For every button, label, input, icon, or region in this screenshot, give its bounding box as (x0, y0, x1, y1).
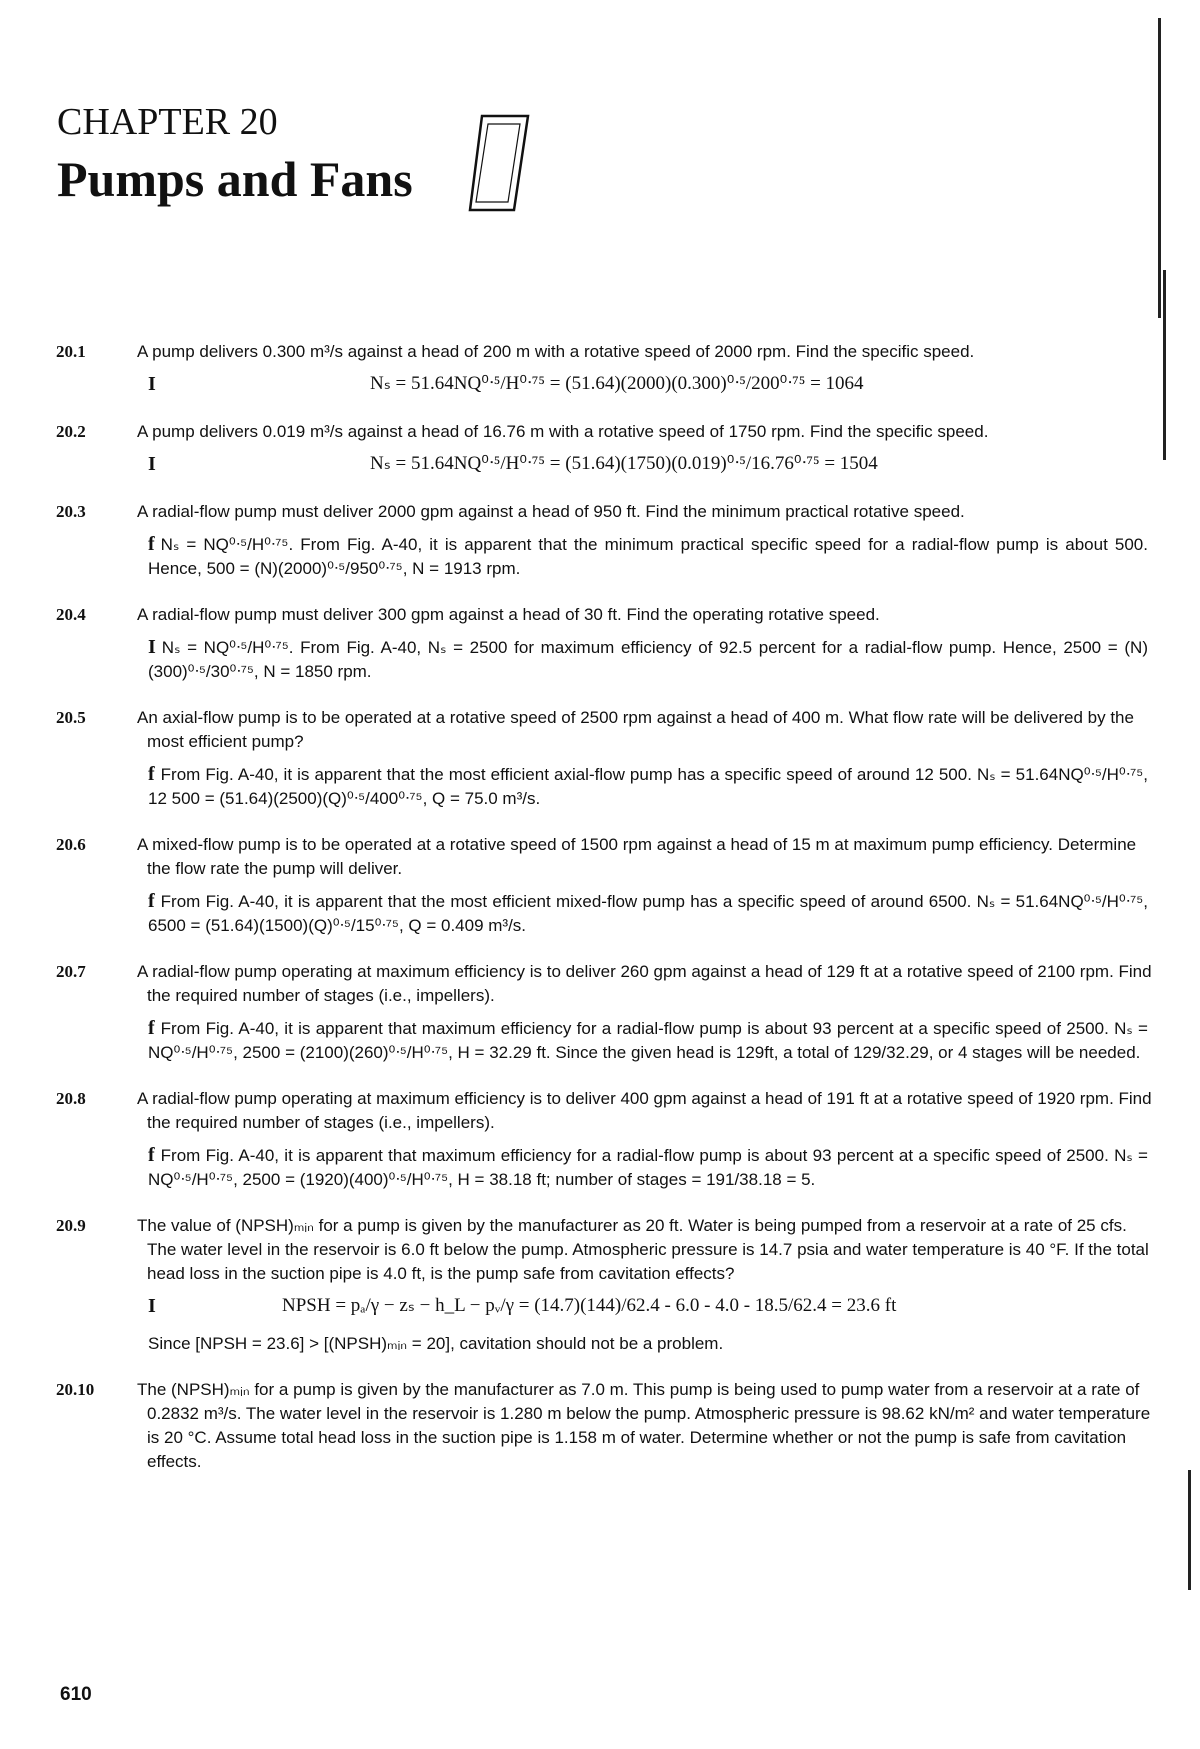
problem-20-9 (56, 1214, 1156, 1356)
problem-question: The value of (NPSH)ₘᵢₙ for a pump is given by the manufacturer as 20 ft. Water is being pumped from a reservoir at a rate of 25 cfs. The water level in the reservoir is 6.0 ft below the pump. Atmospheric pressure is 14.7 psia and water temperature is 40 °F. If the total head loss in the suction pipe is 4.0 ft, is the pump safe from cavitation effects? (137, 1216, 1149, 1283)
solution-mark: f (148, 533, 155, 555)
solution-mark: f (148, 890, 155, 912)
solution-text (148, 1143, 1148, 1192)
scan-edge-line (1163, 270, 1166, 460)
solution-text (148, 889, 1148, 938)
problem-20-7 (56, 960, 1156, 1065)
problem-question: A radial-flow pump operating at maximum efficiency is to deliver 260 gpm against a head of 129 ft at a rotative speed of 2100 rpm. Find the required number of stages (i.e., impellers). (137, 962, 1152, 1005)
solution-mark: I (148, 636, 156, 658)
solution-text (148, 532, 1148, 581)
page-number: 610 (60, 1684, 92, 1705)
problem-number: 20.3 (56, 502, 86, 521)
problem-question: A pump delivers 0.300 m³/s against a head of 200 m with a rotative speed of 2000 rpm. Find the specific speed. (137, 342, 975, 361)
problem-question: A radial-flow pump operating at maximum efficiency is to deliver 400 gpm against a head of 191 ft at a rotative speed of 1920 rpm. Find the required number of stages (i.e., impellers). (137, 1089, 1152, 1132)
solution-equation-row (148, 452, 1156, 478)
problem-20-10 (56, 1378, 1156, 1474)
solution-mark: f (148, 1144, 155, 1166)
problem-question: A radial-flow pump must deliver 2000 gpm against a head of 950 ft. Find the minimum practical rotative speed. (137, 502, 965, 521)
problem-20-5 (56, 706, 1156, 811)
problem-number: 20.6 (56, 835, 86, 854)
problem-question: A radial-flow pump must deliver 300 gpm against a head of 30 ft. Find the operating rotative speed. (137, 605, 880, 624)
solution-mark: f (148, 1017, 155, 1039)
solution-body: From Fig. A-40, it is apparent that the most efficient mixed-flow pump has a specific speed of around 6500. Nₛ = 51.64NQ⁰ᐧ⁵/H⁰ᐧ⁷⁵, 6500 = (51.64)(1500)(Q)⁰ᐧ⁵/15⁰ᐧ⁷⁵, Q = 0.409 m³/s. (148, 892, 1148, 935)
chapter-decoration-icon (468, 112, 532, 214)
solution-mark: I (148, 1295, 156, 1317)
solution-mark: f (148, 763, 155, 785)
problem-20-4 (56, 603, 1156, 684)
problem-number: 20.10 (56, 1380, 95, 1399)
solution-conclusion: Since [NPSH = 23.6] > [(NPSH)ₘᵢₙ = 20], cavitation should not be a problem. (148, 1334, 724, 1353)
solution-equation-row (148, 372, 1156, 398)
solution-text (148, 1016, 1148, 1065)
problem-question: A mixed-flow pump is to be operated at a rotative speed of 1500 rpm against a head of 15 m at maximum pump efficiency. Determine the flow rate the pump will deliver. (137, 835, 1137, 878)
problem-20-3 (56, 500, 1156, 581)
problem-number: 20.7 (56, 962, 86, 981)
solution-equation: Nₛ = 51.64NQ⁰ᐧ⁵/H⁰ᐧ⁷⁵ = (51.64)(1750)(0.019)⁰ᐧ⁵/16.76⁰ᐧ⁷⁵ = 1504 (370, 453, 878, 474)
problem-number: 20.8 (56, 1089, 86, 1108)
problem-question: An axial-flow pump is to be operated at a rotative speed of 2500 rpm against a head of 400 m. What flow rate will be delivered by the most efficient pump? (137, 708, 1134, 751)
problem-20-8 (56, 1087, 1156, 1192)
problem-number: 20.2 (56, 422, 86, 441)
chapter-label: CHAPTER 20 (57, 101, 278, 143)
scan-edge-line (1188, 1470, 1191, 1590)
solution-mark: I (148, 373, 156, 395)
solution-text (148, 762, 1148, 811)
problem-number: 20.4 (56, 605, 86, 624)
solution-equation: NPSH = pₐ/γ − zₛ − h_L − pᵥ/γ = (14.7)(144)/62.4 - 6.0 - 4.0 - 18.5/62.4 = 23.6 ft (282, 1295, 897, 1316)
problem-number: 20.9 (56, 1216, 86, 1235)
solution-body: From Fig. A-40, it is apparent that the most efficient axial-flow pump has a specific speed of around 12 500. Nₛ = 51.64NQ⁰ᐧ⁵/H⁰ᐧ⁷⁵, 12 500 = (51.64)(2500)(Q)⁰ᐧ⁵/400⁰ᐧ⁷⁵, Q = 75.0 m³/s. (148, 765, 1148, 808)
solution-equation: Nₛ = 51.64NQ⁰ᐧ⁵/H⁰ᐧ⁷⁵ = (51.64)(2000)(0.300)⁰ᐧ⁵/200⁰ᐧ⁷⁵ = 1064 (370, 373, 864, 394)
solution-body: From Fig. A-40, it is apparent that maximum efficiency for a radial-flow pump is about 93 percent at a specific speed of 2500. Nₛ = NQ⁰ᐧ⁵/H⁰ᐧ⁷⁵, 2500 = (2100)(260)⁰ᐧ⁵/H⁰ᐧ⁷⁵, H = 32.29 ft. Since the given head is 129ft, a total of 129/32.29, or 4 stages will be needed. (148, 1019, 1148, 1062)
solution-mark: I (148, 453, 156, 475)
solution-text (148, 635, 1148, 684)
scan-edge-line (1158, 18, 1161, 318)
problem-number: 20.1 (56, 342, 86, 361)
problem-question: A pump delivers 0.019 m³/s against a head of 16.76 m with a rotative speed of 1750 rpm. Find the specific speed. (137, 422, 989, 441)
solution-body: From Fig. A-40, it is apparent that maximum efficiency for a radial-flow pump is about 93 percent at a specific speed of 2500. Nₛ = NQ⁰ᐧ⁵/H⁰ᐧ⁷⁵, 2500 = (1920)(400)⁰ᐧ⁵/H⁰ᐧ⁷⁵, H = 38.18 ft; number of stages = 191/38.18 = 5. (148, 1146, 1148, 1189)
solution-body: Nₛ = NQ⁰ᐧ⁵/H⁰ᐧ⁷⁵. From Fig. A-40, it is apparent that the minimum practical specific speed for a radial-flow pump is about 500. Hence, 500 = (N)(2000)⁰ᐧ⁵/950⁰ᐧ⁷⁵, N = 1913 rpm. (148, 535, 1148, 578)
solution-equation-row (148, 1294, 1156, 1320)
problem-20-2 (56, 420, 1156, 478)
problem-question: The (NPSH)ₘᵢₙ for a pump is given by the manufacturer as 7.0 m. This pump is being used to pump water from a reservoir at a rate of 0.2832 m³/s. The water level in the reservoir is 1.280 m below the pump. Atmospheric pressure is 98.62 kN/m² and water temperature is 20 °C. Assume total head loss in the suction pipe is 1.158 m of water. Determine whether or not the pump is safe from cavitation effects. (137, 1380, 1151, 1471)
problem-number: 20.5 (56, 708, 86, 727)
problem-list (56, 340, 1156, 1496)
chapter-title: Pumps and Fans (57, 151, 413, 207)
solution-body: Nₛ = NQ⁰ᐧ⁵/H⁰ᐧ⁷⁵. From Fig. A-40, Nₛ = 2500 for maximum efficiency of 92.5 percent for a radial-flow pump. Hence, 2500 = (N)(300)⁰ᐧ⁵/30⁰ᐧ⁷⁵, N = 1850 rpm. (148, 638, 1148, 681)
problem-20-1 (56, 340, 1156, 398)
problem-20-6 (56, 833, 1156, 938)
